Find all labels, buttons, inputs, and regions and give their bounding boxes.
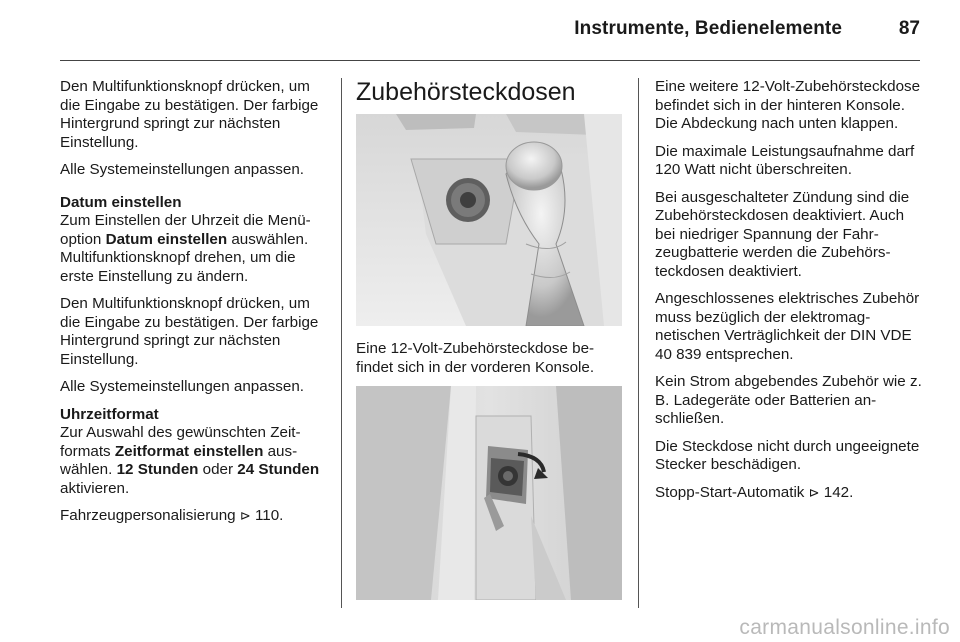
paragraph: Bei ausgeschalteter Zündung sind die Zubehörsteckdosen deaktiviert. Auch bei niedriger Spannung der Fahrzeugbatterie werden die Zubehörsteckdosen deaktiviert. (655, 188, 910, 280)
page-number: 87 (898, 18, 920, 39)
figure-caption: Eine 12-Volt-Zubehörsteckdose befindet sich in der vorderen Konsole. (356, 340, 595, 376)
option-12h: 12 Stunden (116, 461, 199, 478)
cross-reference[interactable]: Fahrzeugpersonalisierung ⊳ 110. (60, 507, 284, 524)
reference-arrow-icon: ⊳ (808, 485, 820, 501)
menu-option-datum: Datum einstellen (105, 230, 228, 248)
watermark: carmanualsonline.info (739, 616, 950, 639)
reference-arrow-icon: ⊳ (239, 509, 251, 524)
subheading-uhrzeitformat: Uhrzeitformat (60, 405, 159, 423)
paragraph: Alle Systemeinstellungen anpassen. (60, 161, 304, 178)
paragraph: Die maximale Leistungsaufnahme darf 120 Watt nicht überschreiten. (655, 142, 915, 178)
column-divider-2 (638, 78, 639, 608)
chapter-title: Instrumente, Bedienelemente (574, 18, 842, 39)
paragraph: Kein Strom abgebendes Zubehör wie z. B. Ladegeräte oder Batterien anschließen. (655, 373, 922, 427)
column-middle (356, 78, 626, 614)
paragraph: Den Multifunktionsknopf drücken, um die Eingabe zu bestätigen. Der farbige Hintergrund springt zur nächsten Einstellung. (60, 78, 319, 151)
cross-reference[interactable]: Stopp-Start-Automatik ⊳ 142. (655, 483, 854, 501)
paragraph: Angeschlossenes elektrisches Zubehör muss bezüglich der elektromagnetischen Verträglichkeit der DIN VDE 40 839 entsprechen. (655, 290, 920, 363)
rear-console-illustration (356, 386, 622, 600)
page-header (0, 0, 960, 62)
column-left (60, 78, 328, 536)
subheading-datum: Datum einstellen (60, 193, 182, 211)
column-right (655, 78, 923, 512)
front-console-illustration (356, 114, 622, 326)
menu-option-zeitformat: Zeitformat einstellen (114, 442, 264, 460)
paragraph: Die Steckdose nicht durch ungeeignete Stecker beschädigen. (655, 437, 920, 473)
paragraph: Den Multifunktionsknopf drücken, um die Eingabe zu bestätigen. Der farbige Hintergrund springt zur nächsten Einstellung. (60, 295, 319, 368)
paragraph: Zur Auswahl des gewünschten Zeitformats Zeitformat einstellen auswählen. 12 Stunden oder 24 Stunden aktivieren. (60, 424, 320, 497)
section-title: Zubehörsteckdosen (356, 78, 576, 106)
paragraph: Eine weitere 12-Volt-Zubehörsteckdose befindet sich in der hinteren Konsole. Die Abdeckung nach unten klappen. (655, 78, 921, 132)
photo-front-console-socket (356, 114, 622, 326)
paragraph: Alle Systemeinstellungen anpassen. (60, 378, 304, 395)
column-divider-1 (341, 78, 342, 608)
photo-rear-console-socket (356, 386, 622, 600)
option-24h: 24 Stunden (237, 461, 320, 478)
header-divider (60, 60, 920, 61)
paragraph: Zum Einstellen der Uhrzeit die Menüoption Datum einstellen auswählen. Multifunktionsknopf drehen, um die erste Einstellung zu ändern. (60, 212, 311, 285)
